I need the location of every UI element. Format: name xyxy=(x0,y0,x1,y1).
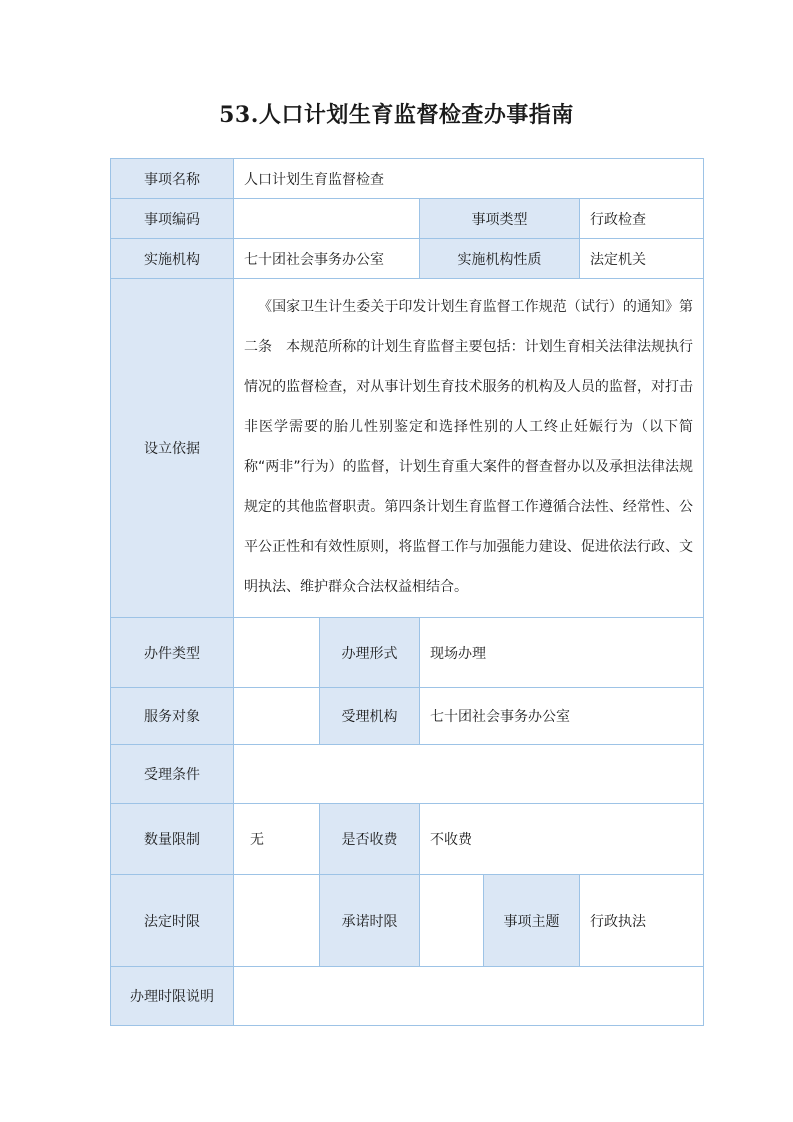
handling-form-label: 办理形式 xyxy=(320,618,420,688)
page-title: 53.人口计划生育监督检查办事指南 xyxy=(219,102,574,128)
item-name-label: 事项名称 xyxy=(111,159,234,199)
row-time-limits xyxy=(111,875,704,967)
row-item-code xyxy=(111,199,704,239)
quantity-limit-label: 数量限制 xyxy=(111,804,234,875)
basis-label: 设立依据 xyxy=(111,279,234,618)
handling-form-value: 现场办理 xyxy=(420,618,704,688)
item-theme-value: 行政执法 xyxy=(580,875,704,967)
time-limit-note-label: 办理时限说明 xyxy=(111,967,234,1026)
row-basis xyxy=(111,279,704,618)
row-quantity-limit xyxy=(111,804,704,875)
legal-time-limit-value xyxy=(234,875,320,967)
row-item-name xyxy=(111,159,704,199)
agency-label: 实施机构 xyxy=(111,239,234,279)
item-type-value: 行政检查 xyxy=(580,199,704,239)
promised-time-limit-label: 承诺时限 xyxy=(320,875,420,967)
fee-label: 是否收费 xyxy=(320,804,420,875)
row-case-type xyxy=(111,618,704,688)
row-time-limit-note xyxy=(111,967,704,1026)
accept-conditions-value xyxy=(234,745,704,804)
basis-text xyxy=(234,279,704,618)
row-accept-conditions xyxy=(111,745,704,804)
row-service-target xyxy=(111,688,704,745)
accept-conditions-label: 受理条件 xyxy=(111,745,234,804)
promised-time-limit-value xyxy=(420,875,484,967)
agency-value: 七十团社会事务办公室 xyxy=(234,239,420,279)
item-code-value xyxy=(234,199,420,239)
row-agency xyxy=(111,239,704,279)
agency-nature-label: 实施机构性质 xyxy=(420,239,580,279)
time-limit-note-value xyxy=(234,967,704,1026)
quantity-limit-value: 无 xyxy=(234,804,320,875)
item-theme-label: 事项主题 xyxy=(484,875,580,967)
case-type-value xyxy=(234,618,320,688)
basis-value: 《国家卫生计生委关于印发计划生育监督工作规范（试行）的通知》第二条 本规范所称的计划生育监督主要包括：计划生育相关法律法规执行情况的监督检查，对从事计划生育技术服务的机构及人员的监督，对打击非医学需要的胎儿性别鉴定和选择性别的人工终止妊娠行为（以下简称“两非”行为）的监督，计划生育重大案件的督查督办以及承担法律法规规定的其他监督职责。第四条计划生育监督工作遵循合法性、经常性、公平公正性和有效性原则，将监督工作与加强能力建设、促进依法行政、文明执法、维护群众合法权益相结合。 xyxy=(244,299,694,595)
item-type-label: 事项类型 xyxy=(420,199,580,239)
service-target-label: 服务对象 xyxy=(111,688,234,745)
item-name-value: 人口计划生育监督检查 xyxy=(234,159,704,199)
legal-time-limit-label: 法定时限 xyxy=(111,875,234,967)
accepting-agency-value: 七十团社会事务办公室 xyxy=(420,688,704,745)
service-target-value xyxy=(234,688,320,745)
guide-table xyxy=(110,158,704,1026)
fee-value: 不收费 xyxy=(420,804,704,875)
accepting-agency-label: 受理机构 xyxy=(320,688,420,745)
item-code-label: 事项编码 xyxy=(111,199,234,239)
case-type-label: 办件类型 xyxy=(111,618,234,688)
agency-nature-value: 法定机关 xyxy=(580,239,704,279)
